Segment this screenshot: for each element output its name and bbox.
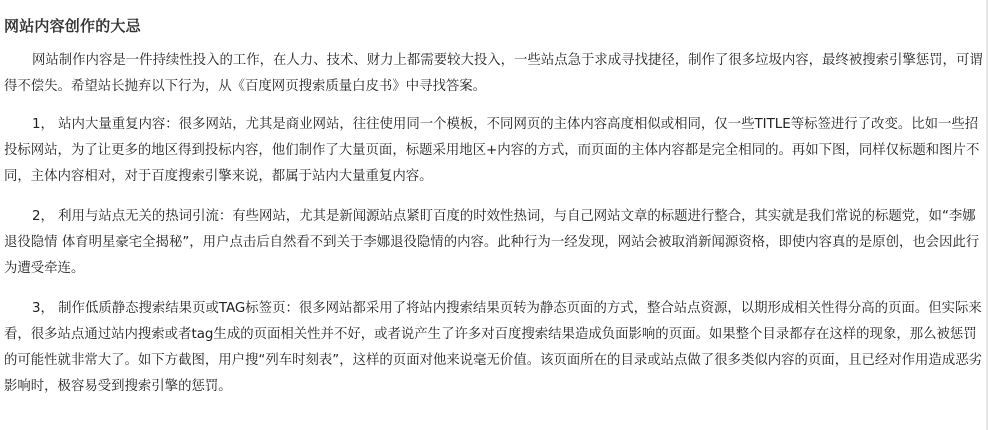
intro-paragraph: 网站制作内容是一件持续性投入的工作，在人力、技术、财力上都需要较大投入，一些站点急于求成寻找捷径，制作了很多垃圾内容，最终被搜索引擎惩罚，可谓得不偿失。希望站长抛弃以下行为，从《百度网页搜索质量白皮书》中寻找答案。 <box>4 53 983 94</box>
article-title: 网站内容创作的大忌 <box>4 17 141 35</box>
point-1-paragraph: 1， 站内大量重复内容：很多网站，尤其是商业网站，往往使用同一个模板，不同网页的主体内容高度相似或相同，仅一些TITLE等标签进行了改变。比如一些招投标网站，为了让更多的地区得到投标内容，他们制作了大量页面，标题采用地区+内容的方式，而页面的主体内容都是完全相同的。再如下图，同样仅标题和图片不同，主体内容相对，对于百度搜索引擎来说，都属于站内大量重复内容。 <box>4 117 980 184</box>
point-3-paragraph: 3， 制作低质静态搜索结果页或TAG标签页：很多网站都采用了将站内搜索结果页转为静态页面的方式，整合站点资源，以期形成相关性得分高的页面。但实际来看，很多站点通过站内搜索或者tag生成的页面相关性并不好，或者说产生了许多对百度搜索结果造成负面影响的页面。如果整个目录都存在这样的现象，那么被惩罚的可能性就非常大了。如下方截图，用户搜“列车时刻表”，这样的页面对他来说毫无价值。该页面所在的目录或站点做了很多类似内容的页面，且已经对作用造成恶劣影响时，极容易受到搜索引擎的惩罚。 <box>4 301 982 394</box>
point-2-paragraph: 2， 利用与站点无关的热词引流：有些网站，尤其是新闻源站点紧盯百度的时效性热词，与自己网站文章的标题进行整合，其实就是我们常说的标题党，如“李娜退役隐情 体育明星豪宅全揭秘”，用户点击后自然看不到关于李娜退役隐情的内容。此种行为一经发现，网站会被取消新闻源资格，即使内容真的是原创，也会因此行为遭受牵连。 <box>4 209 980 276</box>
